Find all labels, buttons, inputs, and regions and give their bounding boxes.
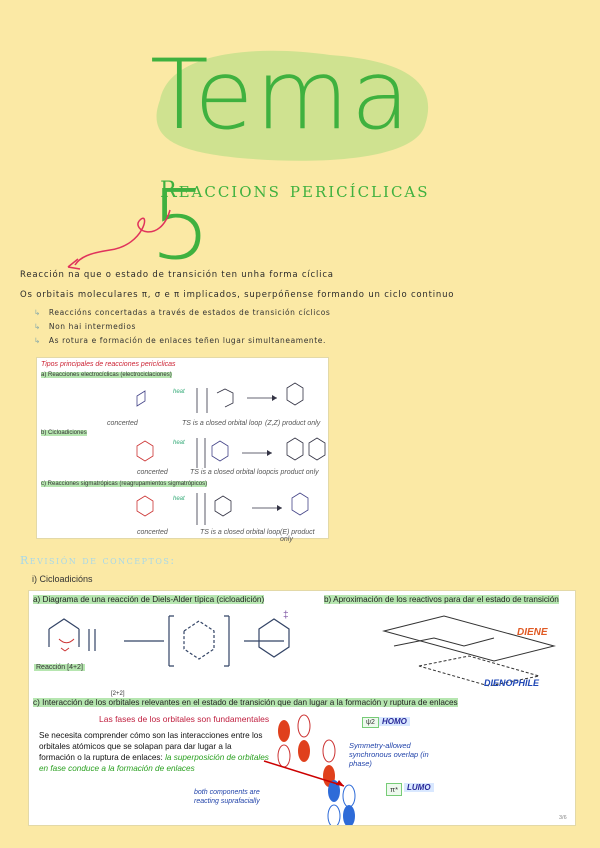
pericyclic-types-figure	[36, 357, 329, 543]
diene-label: DIENE	[517, 627, 548, 638]
phases-note: Las fases de los orbitales son fundamentales	[99, 714, 270, 724]
bullet-1: ↳ Reaccións concertadas a través de estados de transición cíclicos	[34, 308, 331, 317]
heat-label-b: heat	[173, 440, 185, 446]
row-b-cap-2: TS is a closed orbital loop	[190, 469, 271, 476]
note-2plus2: [2+2]	[111, 691, 125, 697]
page-title: Tema 5	[150, 39, 412, 281]
homo-symbol: ψ2	[362, 717, 379, 728]
ts-dagger: ‡	[283, 610, 289, 621]
row-a-cap-2: TS is a closed orbital loop	[182, 420, 263, 427]
figure2-a-title: a) Diagrama de una reacción de Diels-Alder típica (cicloadición)	[33, 595, 265, 604]
bullet-2: ↳ Non hai intermedios	[34, 322, 137, 331]
pericyclic-schemes-drawing	[37, 358, 328, 538]
figure2-c-title: c) Interacción de los orbitales relevantes en el estado de transición que dan lugar a la formación y ruptura de enlaces	[33, 698, 458, 707]
intro-line-2: Os orbitais moleculares π, σ e π implicados, superpóñense formando un ciclo continuo	[20, 290, 455, 300]
bullet-arrow-icon: ↳	[34, 322, 41, 331]
row-b-cap-3: cis product only	[270, 469, 319, 476]
bullet-arrow-icon: ↳	[34, 308, 41, 317]
figure1-section-a: a) Reacciones electrocíclicas (electrociclaciones)	[41, 372, 172, 378]
decorative-arrow-icon	[50, 205, 180, 275]
figure2-b-title: b) Aproximación de los reactivos para dar el estado de transición	[324, 595, 559, 604]
review-section-title: Revisión de conceptos:	[20, 554, 176, 567]
explanation-text: Se necesita comprender cómo son las interacciones entre los orbitales atómicos que se solapan para dar lugar a la formación o la ruptura de enlaces: la superposición de orbitales en fase conduce a la formación de enlaces	[39, 731, 269, 773]
lumo-symbol: π*	[386, 783, 402, 796]
figure1-section-b: b) Cicloadiciones	[41, 430, 87, 436]
row-a-cap-1: concerted	[107, 420, 138, 427]
symmetry-note: Symmetry-allowed synchronous overlap (in phase)	[349, 741, 429, 768]
row-c-cap-2: TS is a closed orbital loop	[200, 529, 281, 536]
intro-line-1: Reacción na que o estado de transición ten unha forma cíclica	[20, 270, 334, 280]
row-c-cap-1: concerted	[137, 529, 168, 536]
row-c-cap-3: (E) product only	[280, 529, 315, 543]
heat-label-c: heat	[173, 496, 185, 502]
diels-alder-figure	[28, 590, 576, 826]
bullet-arrow-icon: ↳	[34, 336, 41, 345]
row-b-cap-1: concerted	[137, 469, 168, 476]
diels-alder-drawing	[29, 591, 575, 825]
review-subsection: i) Cicloadicións	[32, 574, 93, 584]
page-subtitle: Reaccions pericíclicas	[160, 178, 430, 203]
reaction-tag: Reacción [4+2]	[36, 664, 83, 671]
page-number: 3/6	[559, 815, 567, 821]
dienophile-label: DIENOPHILE	[484, 678, 540, 688]
lumo-label: LUMO	[404, 783, 434, 792]
heat-label-a: heat	[173, 389, 185, 395]
bullet-3: ↳ As rotura e formación de enlaces teñen lugar simultaneamente.	[34, 336, 326, 345]
homo-label: HOMO	[379, 717, 410, 726]
suprafacial-note: both components are reacting suprafacially	[194, 789, 260, 805]
row-a-cap-3: (Z,Z) product only	[265, 420, 321, 427]
figure1-section-c: c) Reacciones sigmatrópicas (reagrupamientos sigmatrópicos)	[41, 481, 208, 487]
figure1-title: Tipos principales de reacciones pericíclicas	[41, 361, 176, 368]
